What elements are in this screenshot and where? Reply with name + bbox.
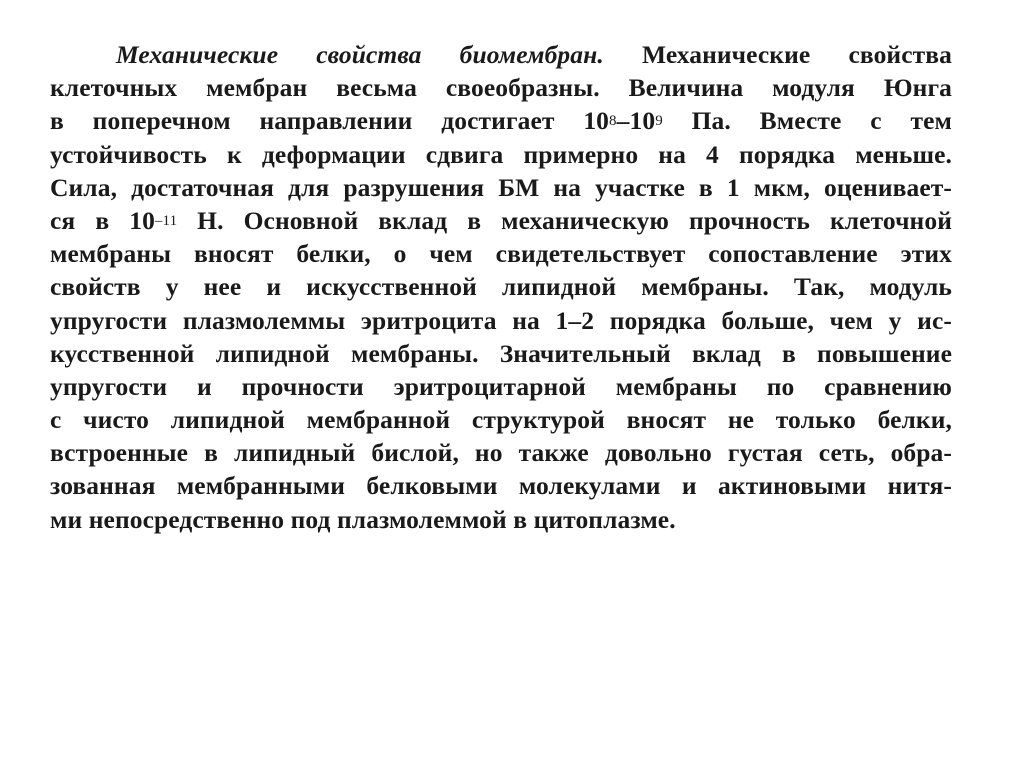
exponent: 8 [609, 113, 617, 130]
text-line: ся в $10^{-11}$ Н. Основной вклад в механическую прочность клеточной [50, 205, 952, 235]
text-line: кусственной липидной мембраны. Значительный вклад в повышение [50, 338, 952, 368]
text-line: мембраны вносят белки, о чем свидетельствует сопоставление этих [50, 239, 952, 269]
text-line: клеточных мембран весьма своеобразны. Величина модуля Юнга [50, 73, 952, 103]
text-line: Механические свойства биомембран. Механические свойства [116, 40, 952, 69]
text-line: устойчивость к деформации сдвига примерно на 4 порядка меньше. [50, 139, 952, 169]
text-line: Сила, достаточная для разрушения БМ на участке в 1 мкм, оценивает- [50, 172, 952, 202]
text-line: встроенные в липидный бислой, но также довольно густая сеть, обра- [50, 438, 952, 468]
text-line: упругости плазмолеммы эритроцита на 1–2 порядка больше, чем у ис- [50, 305, 952, 335]
exponent: –11 [154, 212, 178, 229]
exponent: 9 [655, 113, 663, 130]
text-line: с чисто липидной мембранной структурой вносят не только белки, [50, 405, 952, 435]
section-title: Механические свойства биомембран. [116, 40, 604, 69]
text-line: зованная мембранными белковыми молекулами и актиновыми нитя- [50, 471, 952, 501]
text-line: в поперечном направлении достигает $10^8-10^9$ Па. Вместе с тем [50, 106, 952, 136]
text-line: ми непосредственно под плазмолеммой в цитоплазме. [50, 504, 676, 534]
text-line: упругости и прочности эритроцитарной мембраны по сравнению [50, 371, 952, 401]
paragraph [50, 38, 952, 536]
text-line: свойств у нее и искусственной липидной мембраны. Так, модуль [50, 272, 952, 302]
